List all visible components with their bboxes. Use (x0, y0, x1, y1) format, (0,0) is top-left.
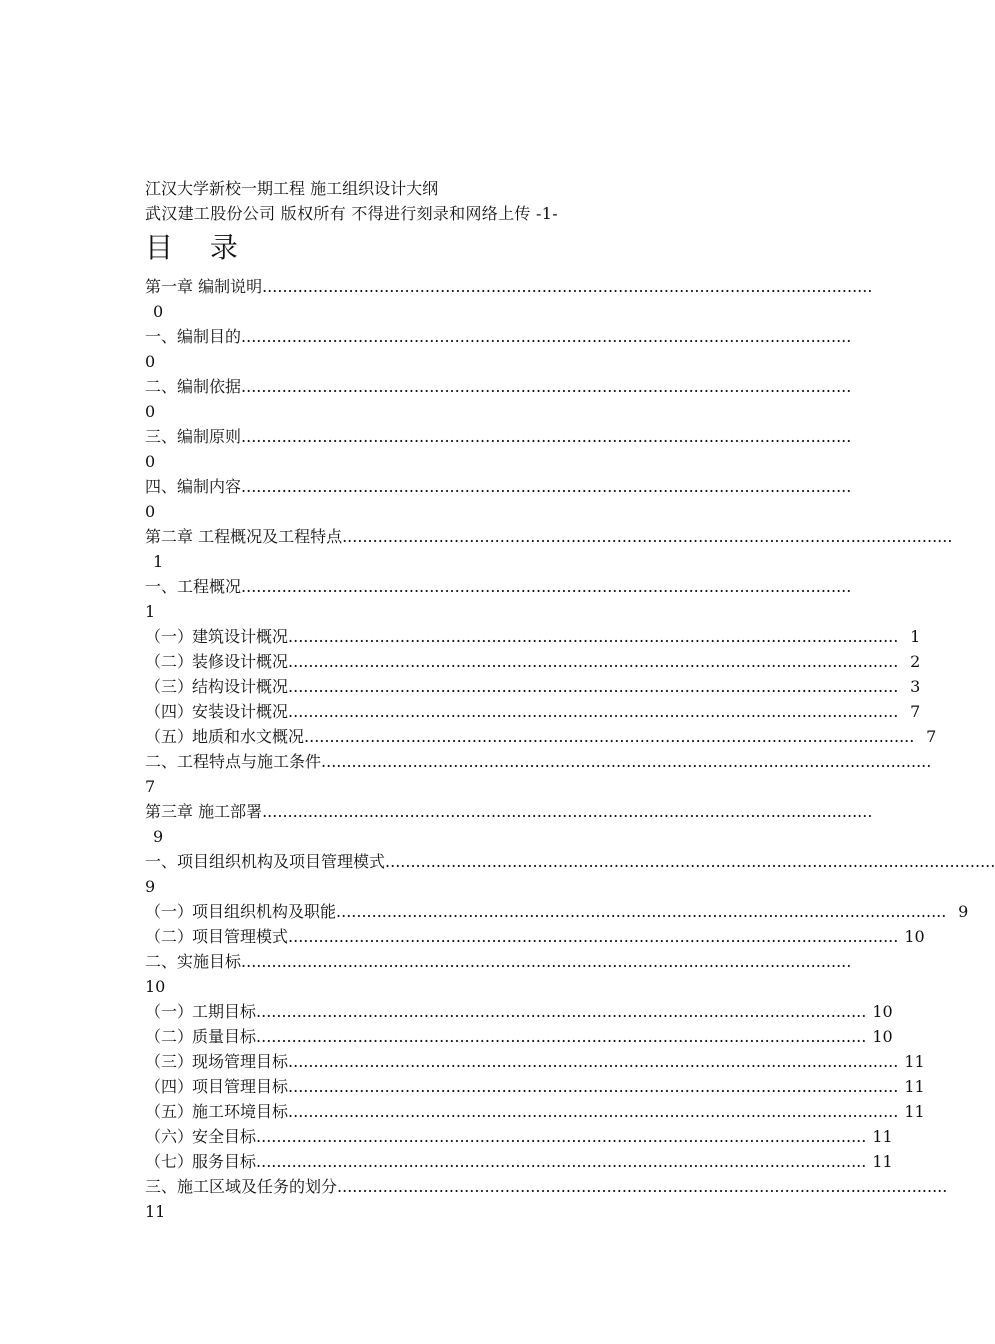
table-of-contents (145, 274, 995, 1224)
toc-entry[interactable] (145, 1024, 893, 1049)
toc-entry-title: 建筑设计概况 (192, 627, 289, 646)
toc-dot-leader: ........................................................................................................................ (342, 527, 953, 546)
toc-dot-leader: ........................................................................................................................ (288, 652, 899, 671)
toc-dot-leader: ........................................................................................................................ (288, 927, 899, 946)
toc-entry-title: 一、工程概况 (145, 577, 242, 596)
toc-page-number: 1 (153, 552, 164, 571)
toc-dot-leader: ........................................................................................................................ (288, 1077, 899, 1096)
toc-entry-title: 二、工程特点与施工条件 (145, 752, 322, 771)
toc-entry-title: 一、编制目的 (145, 327, 242, 346)
toc-dot-leader: ........................................................................................................................ (241, 377, 852, 396)
toc-entry-number: （一） (145, 902, 194, 921)
toc-page-number: 1 (910, 627, 921, 646)
toc-chapter-entry[interactable] (145, 799, 873, 849)
toc-dot-leader: ........................................................................................................................ (241, 477, 852, 496)
toc-page-number: 7 (145, 777, 156, 796)
toc-entry-title: 结构设计概况 (192, 677, 289, 696)
toc-entry-number: （一） (145, 627, 194, 646)
toc-chapter-entry[interactable] (145, 274, 873, 324)
toc-page-number: 7 (910, 702, 921, 721)
toc-section-entry[interactable] (145, 849, 995, 899)
toc-entry-title: 二、实施目标 (145, 952, 242, 971)
toc-entry-title: 装修设计概况 (192, 652, 289, 671)
toc-page-number: 11 (872, 1127, 893, 1146)
toc-page-number: 10 (904, 927, 925, 946)
toc-section-entry[interactable] (145, 749, 932, 799)
toc-entry-number: （四） (145, 1077, 194, 1096)
toc-dot-leader: ........................................................................................................................ (256, 1152, 867, 1171)
toc-section-entry[interactable] (145, 574, 852, 624)
toc-section-entry[interactable] (145, 1174, 948, 1224)
toc-page-number: 2 (910, 652, 921, 671)
toc-entry[interactable] (145, 624, 921, 649)
toc-entry[interactable] (145, 649, 921, 674)
toc-entry-title: 一、项目组织机构及项目管理模式 (145, 852, 386, 871)
toc-entry-title: 项目组织机构及职能 (192, 902, 337, 921)
toc-entry-number: （二） (145, 1027, 194, 1046)
toc-entry-number: （三） (145, 677, 194, 696)
toc-dot-leader: ........................................................................................................................ (337, 1177, 948, 1196)
toc-page-number: 0 (145, 452, 156, 471)
toc-page-number: 7 (926, 727, 937, 746)
toc-dot-leader: ........................................................................................................................ (288, 1052, 899, 1071)
toc-entry-number: （四） (145, 702, 194, 721)
toc-section-entry[interactable] (145, 474, 852, 524)
toc-entry[interactable] (145, 999, 893, 1024)
toc-page-number: 11 (904, 1077, 925, 1096)
toc-entry-title: 地质和水文概况 (192, 727, 305, 746)
toc-entry-title: 工期目标 (192, 1002, 257, 1021)
toc-dot-leader: ........................................................................................................................ (385, 852, 995, 871)
toc-entry[interactable] (145, 1124, 893, 1149)
toc-dot-leader: ........................................................................................................................ (288, 1102, 899, 1121)
toc-entry-title: 四、编制内容 (145, 477, 242, 496)
toc-entry-title: 安全目标 (192, 1127, 257, 1146)
toc-entry-number: （二） (145, 652, 194, 671)
toc-entry[interactable] (145, 924, 925, 949)
toc-dot-leader: ........................................................................................................................ (241, 577, 852, 596)
toc-dot-leader: ........................................................................................................................ (256, 1002, 867, 1021)
toc-entry-title: 第三章 施工部署 (145, 802, 263, 821)
toc-dot-leader: ........................................................................................................................ (321, 752, 932, 771)
toc-entry-number: （二） (145, 927, 194, 946)
toc-entry-title: 质量目标 (192, 1027, 257, 1046)
toc-page-number: 0 (153, 302, 164, 321)
toc-entry-title: 第二章 工程概况及工程特点 (145, 527, 343, 546)
toc-section-entry[interactable] (145, 424, 852, 474)
toc-page-number: 10 (872, 1002, 893, 1021)
toc-page-number: 9 (153, 827, 164, 846)
toc-page-number: 11 (904, 1102, 925, 1121)
toc-entry-number: （五） (145, 727, 194, 746)
toc-entry-number: （一） (145, 1002, 194, 1021)
toc-entry[interactable] (145, 899, 969, 924)
toc-entry-title: 项目管理目标 (192, 1077, 289, 1096)
toc-entry-title: 施工环境目标 (192, 1102, 289, 1121)
toc-entry[interactable] (145, 674, 921, 699)
toc-entry-number: （六） (145, 1127, 194, 1146)
toc-entry-title: 安装设计概况 (192, 702, 289, 721)
toc-page-number: 10 (872, 1027, 893, 1046)
toc-entry-title: 第一章 编制说明 (145, 277, 263, 296)
toc-dot-leader: ........................................................................................................................ (262, 277, 873, 296)
toc-entry-title: 项目管理模式 (192, 927, 289, 946)
toc-dot-leader: ........................................................................................................................ (241, 952, 852, 971)
toc-section-entry[interactable] (145, 949, 852, 999)
toc-entry-title: 三、编制原则 (145, 427, 242, 446)
toc-entry[interactable] (145, 1074, 925, 1099)
toc-page-number: 11 (872, 1152, 893, 1171)
toc-entry-title: 服务目标 (192, 1152, 257, 1171)
toc-chapter-entry[interactable] (145, 524, 953, 574)
toc-dot-leader: ........................................................................................................................ (288, 627, 899, 646)
toc-entry[interactable] (145, 699, 921, 724)
toc-entry[interactable] (145, 1099, 925, 1124)
toc-section-entry[interactable] (145, 324, 852, 374)
toc-page-number: 11 (904, 1052, 925, 1071)
toc-page-number: 1 (145, 602, 156, 621)
header-project-title: 江汉大学新校一期工程 施工组织设计大纲 (145, 179, 439, 198)
toc-page-number: 3 (910, 677, 921, 696)
toc-dot-leader: ........................................................................................................................ (256, 1127, 867, 1146)
toc-dot-leader: ........................................................................................................................ (241, 427, 852, 446)
toc-page-number: 0 (145, 352, 156, 371)
toc-page-number: 0 (145, 502, 156, 521)
toc-page-number: 0 (145, 402, 156, 421)
toc-entry[interactable] (145, 1049, 925, 1074)
toc-entry[interactable] (145, 724, 937, 749)
toc-dot-leader: ........................................................................................................................ (288, 702, 899, 721)
toc-page-number: 9 (958, 902, 969, 921)
toc-entry[interactable] (145, 1149, 893, 1174)
toc-dot-leader: ........................................................................................................................ (262, 802, 873, 821)
toc-entry-number: （三） (145, 1052, 194, 1071)
toc-page-number: 9 (145, 877, 156, 896)
toc-dot-leader: ........................................................................................................................ (256, 1027, 867, 1046)
toc-page-number: 10 (145, 977, 166, 996)
toc-dot-leader: ........................................................................................................................ (336, 902, 947, 921)
toc-page-number: 11 (145, 1202, 166, 1221)
toc-dot-leader: ........................................................................................................................ (288, 677, 899, 696)
toc-entry-title: 二、编制依据 (145, 377, 242, 396)
toc-dot-leader: ........................................................................................................................ (304, 727, 915, 746)
toc-entry-title: 三、施工区域及任务的划分 (145, 1177, 338, 1196)
toc-title: 目 录 (145, 231, 252, 264)
header-copyright-line: 武汉建工股份公司 版权所有 不得进行刻录和网络上传 -1- (145, 204, 558, 223)
toc-dot-leader: ........................................................................................................................ (241, 327, 852, 346)
toc-entry-title: 现场管理目标 (192, 1052, 289, 1071)
toc-section-entry[interactable] (145, 374, 852, 424)
document-page (145, 176, 995, 1224)
toc-entry-number: （七） (145, 1152, 194, 1171)
toc-entry-number: （五） (145, 1102, 194, 1121)
